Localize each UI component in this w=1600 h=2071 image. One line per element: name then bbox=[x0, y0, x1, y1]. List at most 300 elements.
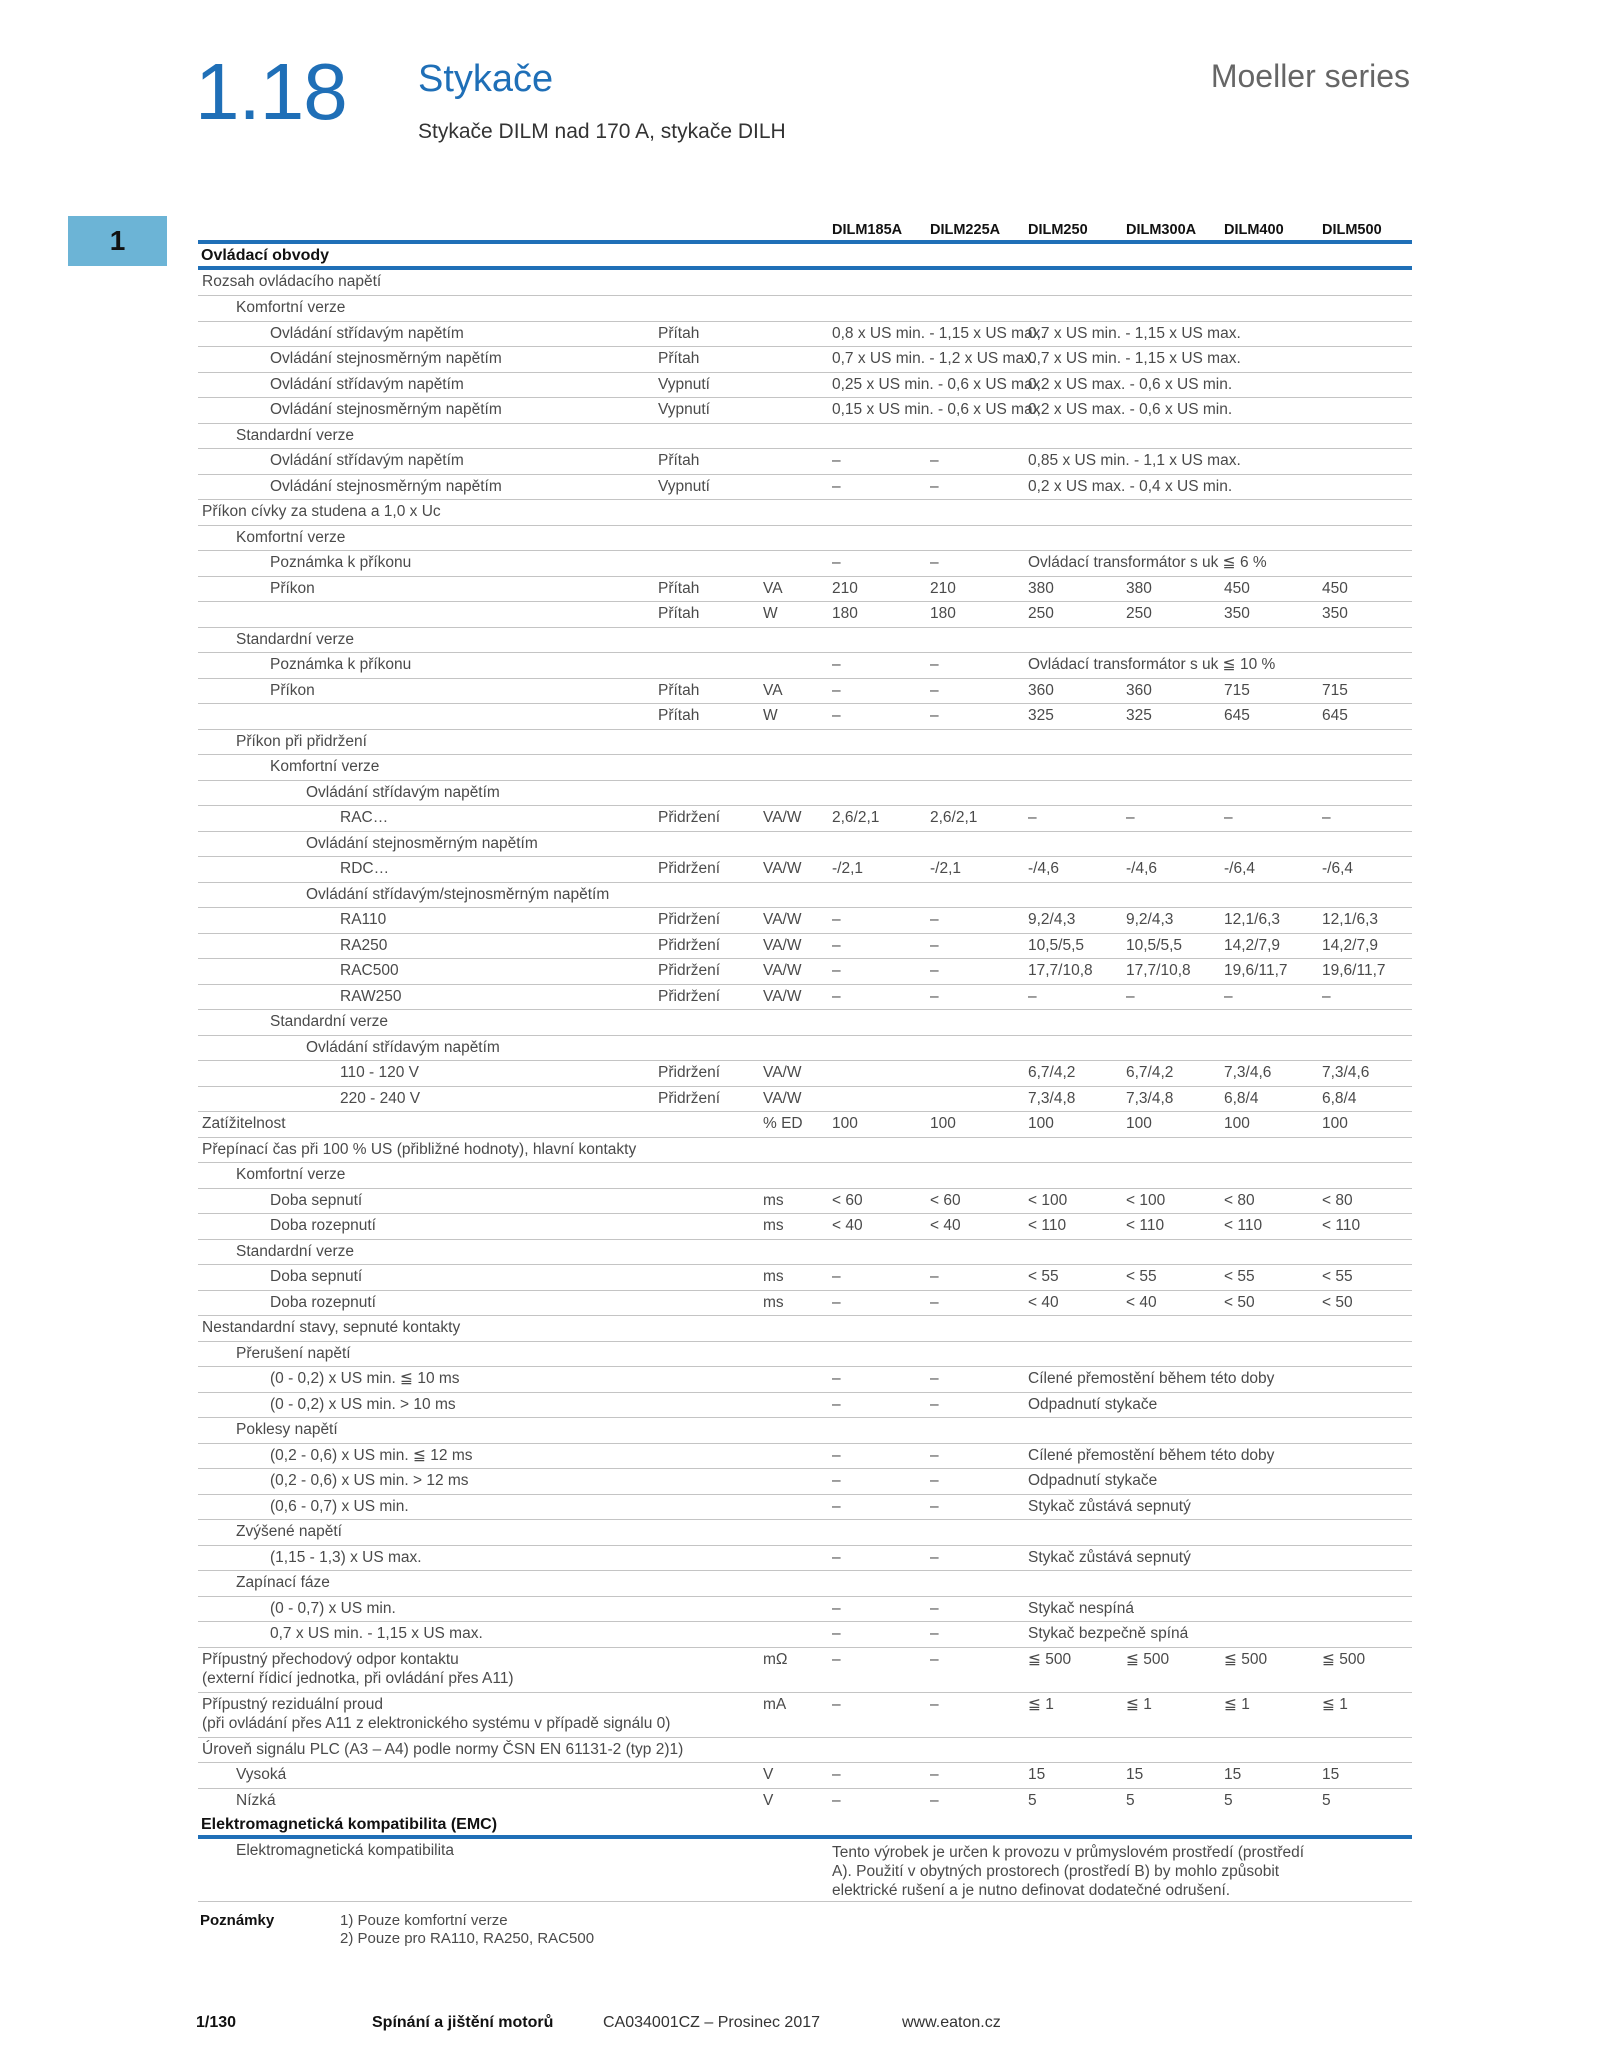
cell-value: – bbox=[1224, 987, 1233, 1005]
cell-value: – bbox=[1028, 809, 1037, 826]
cell-value: – bbox=[832, 1370, 841, 1387]
cell-span-value: 0,8 x US min. - 1,15 x US max. bbox=[832, 324, 1045, 342]
row-label-detail: (při ovládání přes A11 z elektronického systému v případě signálu 0) bbox=[202, 1714, 671, 1732]
cell-value: – bbox=[832, 1395, 841, 1413]
column-header: DILM250 bbox=[1028, 222, 1088, 238]
page-title: Stykače bbox=[418, 58, 554, 100]
cell-value: 9,2/4,3 bbox=[1028, 911, 1076, 928]
cell-value: < 40 bbox=[1126, 1293, 1157, 1311]
row-unit: mΩ bbox=[763, 1650, 788, 1668]
cell-value: – bbox=[1126, 809, 1135, 826]
section-heading: Ovládací obvody bbox=[201, 247, 330, 264]
chapter-tab[interactable]: 1 bbox=[68, 216, 167, 266]
cell-value: – bbox=[930, 1497, 939, 1515]
cell-value: 17,7/10,8 bbox=[1028, 962, 1093, 979]
table-row bbox=[198, 882, 1412, 908]
cell-value: 2,6/2,1 bbox=[832, 809, 880, 826]
cell-value: 9,2/4,3 bbox=[1126, 911, 1174, 928]
cell-value: – bbox=[930, 1791, 939, 1809]
cell-value: < 55 bbox=[1322, 1268, 1353, 1285]
row-label: Doba sepnutí bbox=[270, 1268, 363, 1285]
cell-value: -/4,6 bbox=[1126, 860, 1158, 877]
cell-value: 6,8/4 bbox=[1224, 1089, 1259, 1107]
section-heading-row bbox=[198, 244, 1412, 270]
row-label: (0 - 0,2) x US min. > 10 ms bbox=[270, 1395, 456, 1413]
row-label: Přípustný přechodový odpor kontaktu bbox=[202, 1650, 459, 1668]
cell-value: – bbox=[832, 911, 841, 928]
cell-value: 6,8/4 bbox=[1322, 1089, 1357, 1107]
cell-value: 100 bbox=[930, 1115, 956, 1132]
row-label: RDC… bbox=[340, 860, 390, 877]
cell-span-value: Cílené přemostění během této doby bbox=[1028, 1446, 1275, 1464]
cell-value: 15 bbox=[1224, 1766, 1242, 1783]
cell-value: – bbox=[832, 1695, 841, 1713]
cell-value: -/6,4 bbox=[1322, 860, 1354, 877]
table-row bbox=[198, 958, 1412, 984]
cell-value: ≦ 500 bbox=[1126, 1650, 1170, 1668]
cell-value: – bbox=[832, 1650, 841, 1668]
row-unit: ms bbox=[763, 1217, 784, 1234]
table-row bbox=[198, 933, 1412, 959]
cell-value: < 110 bbox=[1224, 1217, 1263, 1234]
table-row bbox=[198, 1596, 1412, 1622]
cell-value: 180 bbox=[832, 605, 858, 622]
row-unit: % ED bbox=[763, 1115, 803, 1132]
chapter-number: 1.18 bbox=[195, 47, 347, 136]
table-row bbox=[198, 1519, 1412, 1545]
row-label: 220 - 240 V bbox=[340, 1089, 421, 1107]
table-row bbox=[198, 754, 1412, 780]
row-label: Ovládání střídavým napětím bbox=[306, 783, 500, 801]
section-heading-row bbox=[198, 1813, 1412, 1839]
cell-span-value: Cílené přemostění během této doby bbox=[1028, 1370, 1275, 1387]
table-row bbox=[198, 321, 1412, 347]
row-unit: ms bbox=[763, 1293, 784, 1311]
cell-value: 360 bbox=[1028, 681, 1054, 699]
cell-value: – bbox=[832, 1268, 841, 1285]
cell-value: 19,6/11,7 bbox=[1322, 962, 1386, 979]
row-label: Přerušení napětí bbox=[236, 1344, 351, 1362]
row-label: Příkon bbox=[270, 579, 315, 597]
cell-value: 14,2/7,9 bbox=[1224, 936, 1281, 954]
cell-span-value: 0,2 x US max. - 0,6 x US min. bbox=[1028, 375, 1233, 393]
cell-value: ≦ 500 bbox=[1224, 1650, 1268, 1668]
cell-value: – bbox=[930, 962, 939, 979]
cell-span-value: Stykač nespíná bbox=[1028, 1599, 1134, 1617]
cell-value: 100 bbox=[1028, 1115, 1054, 1132]
table-row bbox=[198, 1468, 1412, 1494]
table-row bbox=[198, 907, 1412, 933]
cell-value: 7,3/4,6 bbox=[1322, 1064, 1370, 1081]
cell-value: 325 bbox=[1028, 707, 1054, 724]
section-heading: Elektromagnetická kompatibilita (EMC) bbox=[201, 1816, 498, 1833]
cell-value: – bbox=[930, 1650, 939, 1668]
cell-value: – bbox=[930, 1548, 939, 1566]
cell-value: 715 bbox=[1224, 681, 1250, 699]
table-row bbox=[198, 678, 1412, 704]
cell-value: 380 bbox=[1028, 579, 1054, 597]
cell-span-value: Odpadnutí stykače bbox=[1028, 1395, 1158, 1413]
row-label: (1,15 - 1,3) x US max. bbox=[270, 1548, 422, 1566]
row-label: RA250 bbox=[340, 936, 388, 954]
cell-value: 5 bbox=[1322, 1791, 1331, 1809]
footer-section: Spínání a jištění motorů bbox=[372, 2014, 554, 2031]
table-row bbox=[198, 1839, 1412, 1901]
table-row bbox=[198, 499, 1412, 525]
cell-value: – bbox=[930, 1766, 939, 1783]
cell-value: -/6,4 bbox=[1224, 860, 1256, 877]
cell-value: – bbox=[1028, 987, 1037, 1005]
row-condition: Přítah bbox=[658, 324, 700, 342]
row-unit: V bbox=[763, 1766, 774, 1783]
row-label: Přepínací čas při 100 % US (přibližné hodnoty), hlavní kontakty bbox=[202, 1140, 637, 1158]
table-row bbox=[198, 1692, 1412, 1737]
row-label: RAW250 bbox=[340, 987, 402, 1005]
table-row bbox=[198, 1290, 1412, 1316]
cell-value: < 80 bbox=[1322, 1191, 1353, 1209]
cell-value: 645 bbox=[1322, 707, 1348, 724]
cell-span-value: Ovládací transformátor s uk ≦ 10 % bbox=[1028, 656, 1276, 673]
table-row bbox=[198, 1417, 1412, 1443]
cell-value: < 50 bbox=[1322, 1293, 1353, 1311]
row-label: Standardní verze bbox=[236, 1242, 355, 1260]
cell-value: – bbox=[832, 452, 841, 469]
cell-value: < 55 bbox=[1126, 1268, 1157, 1285]
cell-value: – bbox=[832, 707, 841, 724]
cell-value: 6,7/4,2 bbox=[1028, 1064, 1076, 1081]
cell-value: – bbox=[832, 1599, 841, 1617]
cell-span-value: Odpadnutí stykače bbox=[1028, 1472, 1158, 1489]
row-unit: VA bbox=[763, 579, 783, 597]
row-condition: Přidržení bbox=[658, 962, 721, 979]
row-label: Vysoká bbox=[236, 1766, 287, 1783]
row-unit: VA/W bbox=[763, 809, 802, 826]
cell-value: – bbox=[832, 1548, 841, 1566]
cell-value: – bbox=[930, 681, 939, 699]
cell-value: – bbox=[930, 452, 939, 469]
row-label: Komfortní verze bbox=[236, 528, 346, 546]
table-row bbox=[198, 1060, 1412, 1086]
cell-value: 15 bbox=[1126, 1766, 1144, 1783]
cell-value: 450 bbox=[1224, 579, 1250, 597]
cell-value: – bbox=[832, 656, 841, 673]
cell-value: 180 bbox=[930, 605, 956, 622]
row-label: RA110 bbox=[340, 911, 387, 928]
table-row bbox=[198, 1545, 1412, 1571]
cell-value: – bbox=[930, 1446, 939, 1464]
cell-value: 12,1/6,3 bbox=[1224, 911, 1281, 928]
row-unit: V bbox=[763, 1791, 774, 1809]
row-label: Standardní verze bbox=[236, 630, 355, 648]
cell-value: – bbox=[930, 554, 939, 571]
page-subtitle: Stykače DILM nad 170 A, stykače DILH bbox=[418, 120, 786, 143]
row-label: 110 - 120 V bbox=[340, 1064, 419, 1081]
row-label: Přípustný reziduální proud bbox=[202, 1695, 383, 1713]
row-condition: Přítah bbox=[658, 605, 700, 622]
cell-value: < 100 bbox=[1028, 1191, 1068, 1209]
cell-value: 5 bbox=[1224, 1791, 1233, 1809]
cell-value: 325 bbox=[1126, 707, 1152, 724]
row-label: Komfortní verze bbox=[270, 758, 380, 775]
row-label: Doba rozepnutí bbox=[270, 1217, 376, 1234]
notes-label: Poznámky bbox=[200, 1912, 275, 1929]
row-label: (0,2 - 0,6) x US min. > 12 ms bbox=[270, 1472, 469, 1489]
table-row bbox=[198, 474, 1412, 500]
row-label: Ovládání střídavým napětím bbox=[270, 324, 464, 342]
row-label: RAC500 bbox=[340, 962, 399, 979]
table-row bbox=[198, 780, 1412, 806]
cell-value: < 110 bbox=[1028, 1217, 1067, 1234]
cell-value: 100 bbox=[1322, 1115, 1348, 1132]
table-row bbox=[198, 1162, 1412, 1188]
cell-value: – bbox=[930, 1472, 939, 1489]
table-row bbox=[198, 1035, 1412, 1061]
cell-value: 100 bbox=[1224, 1115, 1250, 1132]
cell-value: – bbox=[832, 1472, 841, 1489]
row-condition: Vypnutí bbox=[658, 477, 710, 495]
table-row bbox=[198, 1111, 1412, 1137]
row-label: Nestandardní stavy, sepnuté kontakty bbox=[202, 1319, 461, 1336]
row-condition: Přítah bbox=[658, 579, 700, 597]
table-row bbox=[198, 703, 1412, 729]
row-label: Poznámka k příkonu bbox=[270, 554, 412, 571]
cell-value: – bbox=[930, 1695, 939, 1713]
cell-value: ≦ 500 bbox=[1322, 1650, 1366, 1668]
cell-value: 19,6/11,7 bbox=[1224, 962, 1288, 979]
cell-value: 350 bbox=[1322, 605, 1348, 622]
row-unit: VA/W bbox=[763, 911, 802, 928]
cell-value: – bbox=[930, 911, 939, 928]
cell-value: – bbox=[832, 1446, 841, 1464]
cell-span-value: Tento výrobek je určen k provozu v průmyslovém prostředí (prostředí A). Použití v obytných prostorech (prostředí B) by mohlo způsobit elektrické rušení a je nutno definovat dodatečné odrušení. bbox=[832, 1843, 1305, 1899]
cell-value: 715 bbox=[1322, 681, 1348, 699]
row-unit: ms bbox=[763, 1268, 784, 1285]
table-row bbox=[198, 856, 1412, 882]
table-row bbox=[198, 729, 1412, 755]
cell-span-value: 0,25 x US min. - 0,6 x US max. bbox=[832, 375, 1045, 393]
table-row bbox=[198, 1213, 1412, 1239]
cell-value: 360 bbox=[1126, 681, 1152, 699]
row-label: (0,6 - 0,7) x US min. bbox=[270, 1497, 409, 1515]
row-label: RAC… bbox=[340, 809, 389, 826]
cell-value: – bbox=[930, 987, 939, 1005]
cell-span-value: 0,7 x US min. - 1,15 x US max. bbox=[1028, 324, 1241, 342]
table-row bbox=[198, 1621, 1412, 1647]
cell-value: – bbox=[832, 1766, 841, 1783]
cell-value: 450 bbox=[1322, 579, 1348, 597]
row-unit: ms bbox=[763, 1191, 784, 1209]
row-label: Příkon bbox=[270, 681, 315, 699]
row-label: (0 - 0,7) x US min. bbox=[270, 1599, 396, 1617]
table-row bbox=[198, 1086, 1412, 1112]
table-header bbox=[198, 216, 1412, 244]
cell-value: – bbox=[832, 987, 841, 1005]
cell-value: ≦ 1 bbox=[1028, 1695, 1054, 1713]
cell-span-value: 0,2 x US max. - 0,6 x US min. bbox=[1028, 401, 1233, 418]
page-number: 1/130 bbox=[196, 2014, 237, 2031]
row-label: 0,7 x US min. - 1,15 x US max. bbox=[270, 1625, 483, 1642]
cell-value: 250 bbox=[1126, 605, 1152, 622]
row-condition: Přítah bbox=[658, 681, 700, 699]
table-row bbox=[198, 1239, 1412, 1265]
cell-span-value: 0,2 x US max. - 0,4 x US min. bbox=[1028, 477, 1233, 495]
cell-value: < 110 bbox=[1322, 1217, 1361, 1234]
cell-value: 5 bbox=[1126, 1791, 1135, 1809]
row-condition: Přidržení bbox=[658, 1064, 721, 1081]
row-label: Úroveň signálu PLC (A3 – A4) podle normy ČSN EN 61131-2 (typ 2)1) bbox=[202, 1740, 684, 1758]
cell-span-value: 0,85 x US min. - 1,1 x US max. bbox=[1028, 452, 1241, 469]
row-unit: W bbox=[763, 605, 778, 622]
cell-value: < 40 bbox=[930, 1217, 961, 1234]
cell-value: 210 bbox=[832, 579, 858, 597]
row-label: (0 - 0,2) x US min. ≦ 10 ms bbox=[270, 1370, 460, 1387]
note-1: 1) Pouze komfortní verze bbox=[340, 1912, 508, 1929]
row-label: Příkon při přidržení bbox=[236, 732, 367, 750]
table-row bbox=[198, 1392, 1412, 1418]
cell-value: -/2,1 bbox=[930, 860, 962, 877]
table-row bbox=[198, 1009, 1412, 1035]
row-label: Ovládání střídavým napětím bbox=[270, 452, 464, 469]
cell-value: 10,5/5,5 bbox=[1126, 936, 1183, 954]
row-label-detail: (externí řídicí jednotka, při ovládání přes A11) bbox=[202, 1669, 514, 1687]
row-condition: Přidržení bbox=[658, 809, 721, 826]
cell-value: – bbox=[1126, 987, 1135, 1005]
table-row bbox=[198, 423, 1412, 449]
column-header: DILM300A bbox=[1126, 222, 1197, 238]
cell-value: < 110 bbox=[1126, 1217, 1165, 1234]
cell-value: 17,7/10,8 bbox=[1126, 962, 1191, 979]
cell-value: 250 bbox=[1028, 605, 1054, 622]
row-unit: VA/W bbox=[763, 860, 802, 877]
row-condition: Přidržení bbox=[658, 936, 721, 954]
cell-value: – bbox=[930, 1599, 939, 1617]
footer-url[interactable]: www.eaton.cz bbox=[902, 2014, 1001, 2031]
table-row bbox=[198, 627, 1412, 653]
cell-value: 7,3/4,8 bbox=[1028, 1089, 1076, 1107]
row-label: Poklesy napětí bbox=[236, 1421, 338, 1438]
column-header: DILM400 bbox=[1224, 222, 1284, 238]
row-unit: VA/W bbox=[763, 962, 802, 979]
cell-value: – bbox=[832, 477, 841, 495]
row-condition: Přidržení bbox=[658, 987, 721, 1005]
cell-value: – bbox=[930, 1395, 939, 1413]
row-label: Doba sepnutí bbox=[270, 1191, 363, 1209]
cell-value: – bbox=[832, 1625, 841, 1642]
row-unit: W bbox=[763, 707, 778, 724]
cell-value: < 55 bbox=[1224, 1268, 1255, 1285]
cell-value: 7,3/4,8 bbox=[1126, 1089, 1174, 1107]
cell-value: < 40 bbox=[832, 1217, 863, 1234]
cell-value: 100 bbox=[832, 1115, 858, 1132]
row-label: Zatížitelnost bbox=[202, 1115, 286, 1132]
cell-span-value: 0,7 x US min. - 1,15 x US max. bbox=[1028, 350, 1241, 367]
cell-value: 7,3/4,6 bbox=[1224, 1064, 1272, 1081]
cell-value: – bbox=[930, 1625, 939, 1642]
row-condition: Přidržení bbox=[658, 860, 721, 877]
row-unit: VA/W bbox=[763, 987, 802, 1005]
row-label: Rozsah ovládacího napětí bbox=[202, 272, 382, 290]
cell-value: – bbox=[1322, 809, 1331, 826]
series-label: Moeller series bbox=[1210, 58, 1410, 94]
cell-value: – bbox=[930, 707, 939, 724]
row-unit: VA bbox=[763, 681, 783, 699]
table-row bbox=[198, 984, 1412, 1010]
table-row bbox=[198, 601, 1412, 627]
table-row bbox=[198, 1494, 1412, 1520]
table-row bbox=[198, 652, 1412, 678]
column-header: DILM225A bbox=[930, 222, 1001, 238]
cell-value: – bbox=[930, 477, 939, 495]
row-condition: Přítah bbox=[658, 350, 700, 367]
table-row bbox=[198, 1315, 1412, 1341]
cell-value: – bbox=[930, 1293, 939, 1311]
table-row bbox=[198, 372, 1412, 398]
table-row bbox=[198, 1188, 1412, 1214]
cell-value: – bbox=[930, 1370, 939, 1387]
table-row bbox=[198, 1137, 1412, 1163]
cell-value: – bbox=[930, 1268, 939, 1285]
row-label: Ovládání střídavým/stejnosměrným napětím bbox=[306, 885, 610, 903]
row-label: Zapínací fáze bbox=[236, 1574, 330, 1591]
row-label: Ovládání stejnosměrným napětím bbox=[270, 477, 502, 495]
cell-value: 210 bbox=[930, 579, 956, 597]
table-row bbox=[198, 1788, 1412, 1814]
cell-value: 350 bbox=[1224, 605, 1250, 622]
table-row bbox=[198, 270, 1412, 296]
row-condition: Přítah bbox=[658, 707, 700, 724]
row-label: Nízká bbox=[236, 1791, 276, 1809]
table-row bbox=[198, 1341, 1412, 1367]
cell-span-value: 0,15 x US min. - 0,6 x US max. bbox=[832, 401, 1045, 418]
row-label: Příkon cívky za studena a 1,0 x Uc bbox=[202, 503, 441, 520]
cell-value: – bbox=[832, 681, 841, 699]
row-condition: Vypnutí bbox=[658, 401, 710, 418]
cell-value: < 100 bbox=[1126, 1191, 1166, 1209]
cell-span-value: Stykač zůstává sepnutý bbox=[1028, 1548, 1191, 1566]
cell-value: – bbox=[832, 1497, 841, 1515]
cell-value: < 40 bbox=[1028, 1293, 1059, 1311]
table-row bbox=[198, 1366, 1412, 1392]
row-label: Standardní verze bbox=[236, 426, 355, 444]
row-label: (0,2 - 0,6) x US min. ≦ 12 ms bbox=[270, 1446, 473, 1464]
cell-value: – bbox=[930, 656, 939, 673]
cell-value: -/2,1 bbox=[832, 860, 864, 877]
row-label: Ovládání stejnosměrným napětím bbox=[270, 350, 502, 367]
table-row bbox=[198, 805, 1412, 831]
cell-value: -/4,6 bbox=[1028, 860, 1060, 877]
cell-value: 6,7/4,2 bbox=[1126, 1064, 1174, 1081]
cell-value: < 60 bbox=[832, 1191, 863, 1209]
cell-value: 2,6/2,1 bbox=[930, 809, 978, 826]
column-header: DILM500 bbox=[1322, 222, 1382, 238]
row-unit: VA/W bbox=[763, 1064, 802, 1081]
table-row bbox=[198, 397, 1412, 423]
row-label: Komfortní verze bbox=[236, 1166, 346, 1183]
column-header: DILM185A bbox=[832, 222, 903, 238]
footer-catalog: CA034001CZ – Prosinec 2017 bbox=[603, 2014, 821, 2031]
cell-value: 10,5/5,5 bbox=[1028, 936, 1085, 954]
cell-span-value: Ovládací transformátor s uk ≦ 6 % bbox=[1028, 554, 1267, 571]
note-2: 2) Pouze pro RA110, RA250, RAC500 bbox=[340, 1930, 595, 1947]
cell-value: – bbox=[930, 936, 939, 954]
row-label: Standardní verze bbox=[270, 1013, 389, 1030]
table-row bbox=[198, 576, 1412, 602]
table-row bbox=[198, 1762, 1412, 1788]
cell-value: ≦ 1 bbox=[1322, 1695, 1348, 1713]
table-row bbox=[198, 1443, 1412, 1469]
row-unit: VA/W bbox=[763, 936, 802, 954]
row-unit: mA bbox=[763, 1695, 787, 1713]
